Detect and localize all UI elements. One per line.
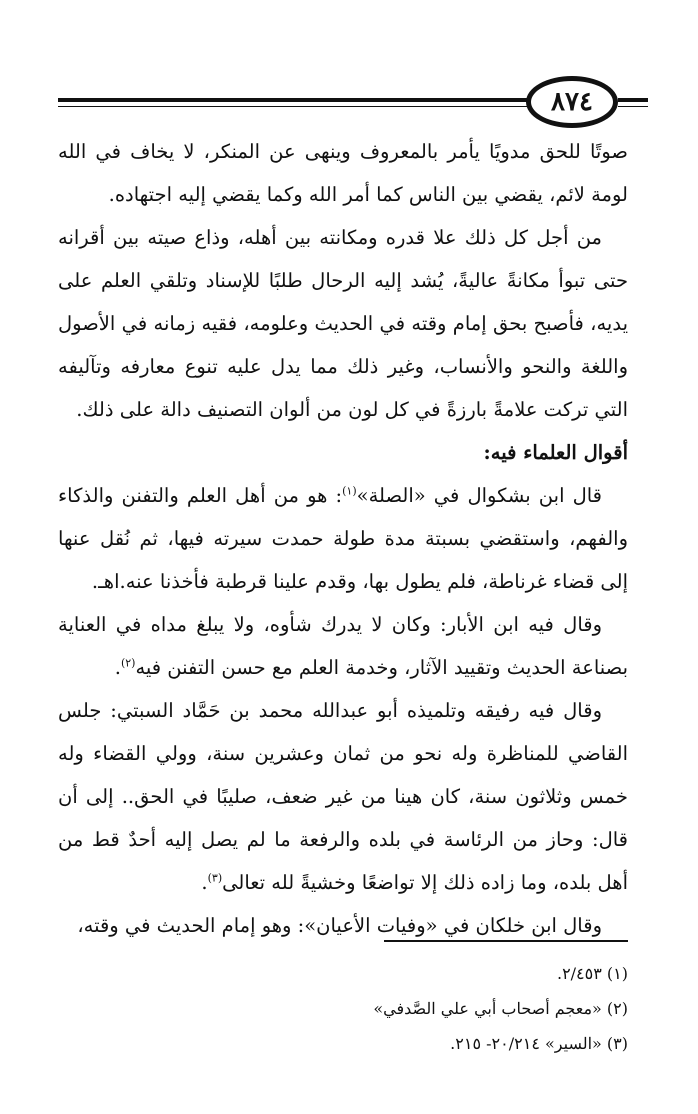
header-rule-thick [58, 98, 528, 102]
section-heading: أقوال العلماء فيه: [483, 441, 628, 464]
header-rule-right-thin [618, 106, 648, 107]
quote-text: : هو من أهل العلم والتفنن والذكاء والفهم، واستقضي بسبتة مدة طولة حمدت سيرته فيها، ثم نُقل عنها إلى قضاء غرناطة، فلم يطول بها، وقدم علينا قرطبة فأخذنا عنه.اهـ. [58, 484, 628, 593]
footnote-1: (١) ٢/٤٥٣. [556, 964, 628, 983]
header-rule-thin [58, 106, 528, 107]
quote-text: . [201, 871, 208, 894]
paragraph-1: صوتًا للحق مدويًا يأمر بالمعروف وينهى عن المنكر، لا يخاف في الله لومة لائم، يقضي بين الناس كما أمر الله وكما يقضي إليه اجتهاده. [58, 140, 628, 206]
footnote-2: (٢) «معجم أصحاب أبي علي الصَّدفي» [373, 999, 628, 1018]
page-number: ٨٧٤ [526, 76, 618, 128]
quote-ibn-hammad [58, 689, 628, 904]
quote-text: . [114, 656, 121, 679]
paragraph-2: من أجل كل ذلك علا قدره ومكانته بين أهله، وذاع صيته بين أقرانه حتى تبوأ مكانةً عاليةً، يُشد إليه الرحال طلبًا للإسناد وتلقي العلم على يديه، فأصبح بحق إمام وقته في الحديث وعلومه، فقيه زمانه في الأصول واللغة والنحو والأنساب، وغير ذلك مما يدل عليه تنوع معارفه وتآليفه التي تركت علامةً بارزةً في كل لون من ألوان التصنيف دالة على ذلك. [58, 226, 628, 421]
page-header [58, 72, 648, 132]
footnote-ref: (١) [342, 484, 357, 498]
footnote-ref: (٣) [207, 871, 223, 885]
footnote-3: (٣) «السير» ٢٠/٢١٤- ٢١٥. [450, 1034, 628, 1053]
quote-text: وقال فيه رفيقه وتلميذه أبو عبدالله محمد بن حَمَّاد السبتي: جلس القاضي للمناظرة وله نحو من ثمان وعشرين سنة، وولي القضاء وله خمس وثلاثون سنة، كان هينا من غير ضعف، صليبًا في الحق.. إلى أن قال: وحاز من الرئاسة في بلده والرفعة ما لم يصل إليه أحدٌ قط من أهل بلده، وما زاده ذلك إلا تواضعًا وخشيةً لله تعالى [58, 699, 628, 894]
quote-ibn-al-abbar [58, 603, 628, 689]
main-text [58, 130, 628, 947]
quote-text: وقال فيه ابن الأبار: وكان لا يدرك شأوه، ولا يبلغ مداه في العناية بصناعة الحديث وتقييد الآثار، وخدمة العلم مع حسن التفنن فيه [58, 613, 628, 679]
footnote-separator [384, 940, 628, 942]
header-rule-right-thick [618, 98, 648, 102]
quote-text: وقال ابن خلكان في «وفيات الأعيان»: وهو إمام الحديث في وقته، [77, 914, 602, 937]
footnote-ref: (٢) [120, 656, 136, 670]
footnotes [58, 956, 628, 1061]
quote-text: قال ابن بشكوال في «الصلة» [356, 484, 603, 507]
quote-ibn-bashkuwal [58, 474, 628, 603]
